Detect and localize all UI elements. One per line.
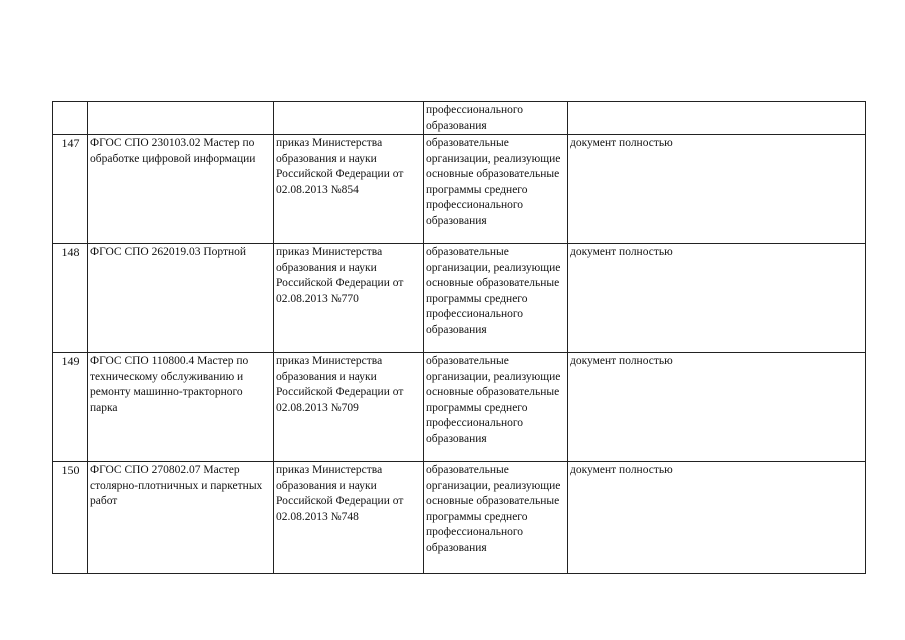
cell-order: приказ Министерства образования и науки Российской Федерации от 02.08.2013 №709 xyxy=(274,353,424,462)
cell-audience: образовательные организации, реализующие основные образовательные программы среднего профессионального образования xyxy=(424,353,568,462)
cell-standard: ФГОС СПО 270802.07 Мастер столярно-плотничных и паркетных работ xyxy=(88,462,274,574)
cell-num: 149 xyxy=(53,353,88,462)
cell-num xyxy=(53,102,88,135)
cell-audience: профессионального образования xyxy=(424,102,568,135)
cell-audience: образовательные организации, реализующие основные образовательные программы среднего профессионального образования xyxy=(424,135,568,244)
cell-order: приказ Министерства образования и науки Российской Федерации от 02.08.2013 №770 xyxy=(274,244,424,353)
standards-table xyxy=(52,101,866,574)
table-row xyxy=(53,135,866,244)
cell-standard: ФГОС СПО 230103.02 Мастер по обработке цифровой информации xyxy=(88,135,274,244)
table-row xyxy=(53,353,866,462)
cell-scope xyxy=(568,102,866,135)
cell-order: приказ Министерства образования и науки Российской Федерации от 02.08.2013 №748 xyxy=(274,462,424,574)
cell-scope: документ полностью xyxy=(568,244,866,353)
cell-scope: документ полностью xyxy=(568,353,866,462)
cell-num: 150 xyxy=(53,462,88,574)
cell-standard xyxy=(88,102,274,135)
table-row xyxy=(53,244,866,353)
cell-order xyxy=(274,102,424,135)
table-row-continuation xyxy=(53,102,866,135)
cell-scope: документ полностью xyxy=(568,135,866,244)
table-row xyxy=(53,462,866,574)
cell-standard: ФГОС СПО 110800.4 Мастер по техническому обслуживанию и ремонту машинно-тракторного парка xyxy=(88,353,274,462)
cell-order: приказ Министерства образования и науки Российской Федерации от 02.08.2013 №854 xyxy=(274,135,424,244)
cell-scope: документ полностью xyxy=(568,462,866,574)
cell-num: 148 xyxy=(53,244,88,353)
cell-standard: ФГОС СПО 262019.03 Портной xyxy=(88,244,274,353)
cell-num: 147 xyxy=(53,135,88,244)
cell-audience: образовательные организации, реализующие основные образовательные программы среднего профессионального образования xyxy=(424,462,568,574)
cell-audience: образовательные организации, реализующие основные образовательные программы среднего профессионального образования xyxy=(424,244,568,353)
